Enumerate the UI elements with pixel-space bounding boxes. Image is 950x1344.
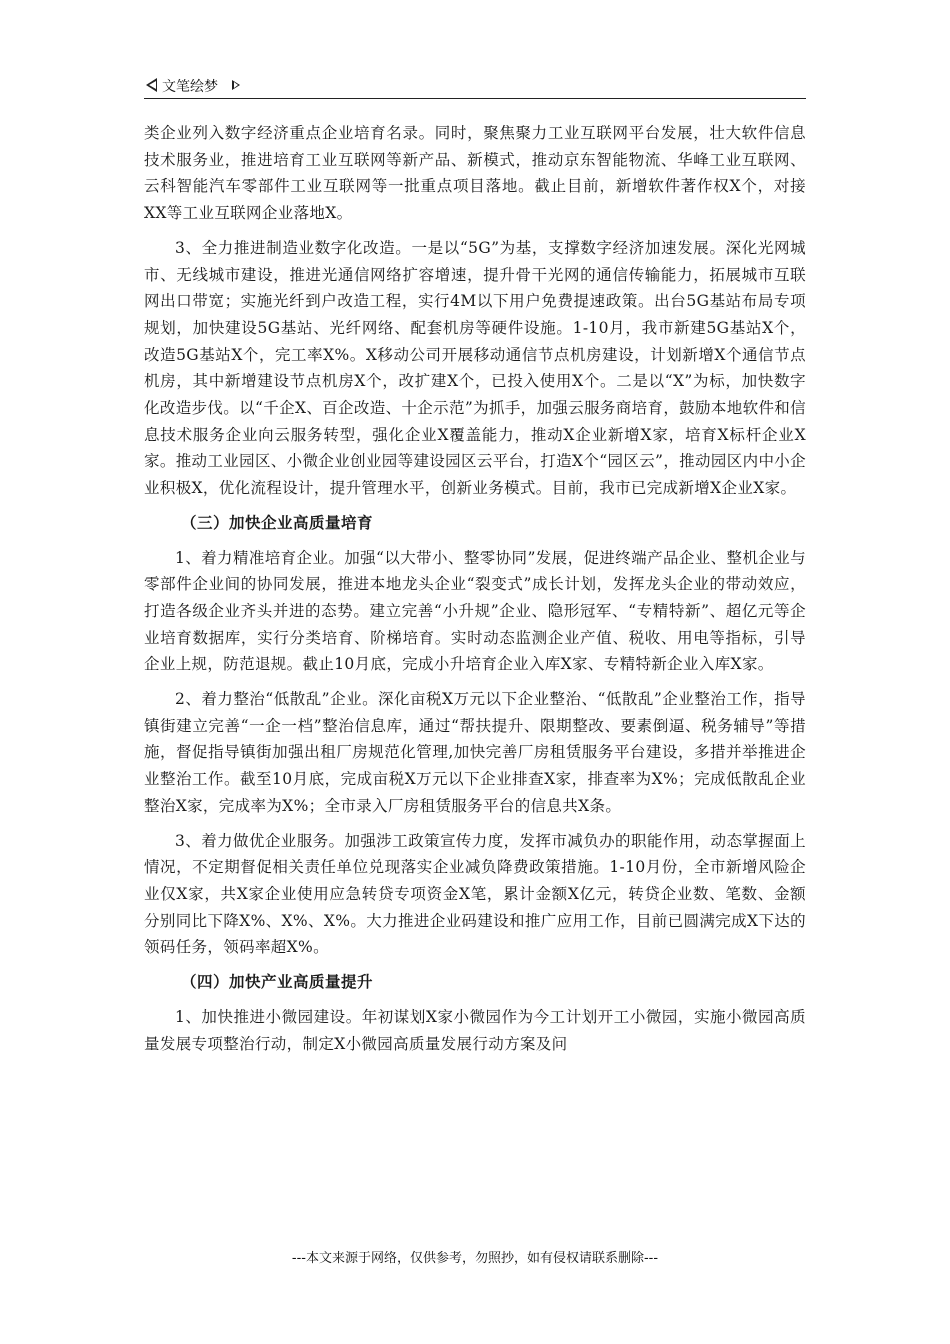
section-heading: （四）加快产业高质量提升 [181,973,374,992]
triangle-right-icon [232,80,240,90]
body-paragraph: 2、着力整治“低散乱”企业。深化亩税X万元以下企业整治、“低散乱”企业整治工作，指导镇街建立完善“一企一档”整治信息库，通过“帮扶提升、限期整改、要素倒逼、税务辅导”等措施，督促指导镇街加强出租厂房规范化管理,加快完善厂房租赁服务平台建设，多措并举推进企业整治工作。截至10月底，完成亩税X万元以下企业排查X家，排查率为X%；完成低散乱企业整治X家，完成率为X%；全市录入厂房租赁服务平台的信息共X条。 [144,690,806,815]
document-body [144,120,806,1065]
body-paragraph: 3、全力推进制造业数字化改造。一是以“5G”为基，支撑数字经济加速发展。深化光网城市、无线城市建设，推进光通信网络扩容增速，提升骨干光网的通信传输能力，拓展城市互联网出口带宽；实施光纤到户改造工程，实行4M以下用户免费提速政策。出台5G基站布局专项规划，加快建设5G基站、光纤网络、配套机房等硬件设施。1-10月，我市新建5G基站X个，改造5G基站X个，完工率X%。X移动公司开展移动通信节点机房建设，计划新增X个通信节点机房，其中新增建设节点机房X个，改扩建X个，已投入使用X个。二是以“X”为标，加快数字化改造步伐。以“千企X、百企改造、十企示范”为抓手，加强云服务商培育，鼓励本地软件和信息技术服务企业向云服务转型，强化企业X覆盖能力，推动X企业新增X家，培育X标杆企业X家。推动工业园区、小微企业创业园等建设园区云平台，打造X个“园区云”，推动园区内中小企业积极X，优化流程设计，提升管理水平，创新业务模式。目前，我市已完成新增X企业X家。 [144,238,806,498]
section-heading: （三）加快企业高质量培育 [181,513,374,532]
brand-title: 文笔绘梦 [162,79,218,95]
body-paragraph: 3、着力做优企业服务。加强涉工政策宣传力度，发挥市减负办的职能作用，动态掌握面上情况，不定期督促相关责任单位兑现落实企业减负降费政策措施。1-10月份，全市新增风险企业仅X家，共X家企业使用应急转贷专项资金X笔，累计金额X亿元，转贷企业数、笔数、金额分别同比下降X%、X%、X%。大力推进企业码建设和推广应用工作，目前已圆满完成X下达的领码任务，领码率超X%。 [144,831,806,957]
page-header [144,72,806,99]
triangle-left-icon [146,78,157,92]
body-paragraph: 1、着力精准培育企业。加强“以大带小、整零协同”发展，促进终端产品企业、整机企业与零部件企业间的协同发展，推进本地龙头企业“裂变式”成长计划，发挥龙头企业的带动效应，打造各级企业齐头并进的态势。建立完善“小升规”企业、隐形冠军、“专精特新”、超亿元等企业培育数据库，实行分类培育、阶梯培育。实时动态监测企业产值、税收、用电等指标，引导企业上规，防范退规。截止10月底，完成小升培育企业入库X家、专精特新企业入库X家。 [144,548,806,674]
footer-disclaimer: ---本文来源于网络，仅供参考，勿照抄，如有侵权请联系删除--- [291,1251,659,1266]
body-paragraph: 1、加快推进小微园建设。年初谋划X家小微园作为今工计划开工小微园，实施小微园高质量发展专项整治行动，制定X小微园高质量发展行动方案及问 [144,1007,806,1053]
body-paragraph: 类企业列入数字经济重点企业培育名录。同时，聚焦聚力工业互联网平台发展，壮大软件信息技术服务业，推进培育工业互联网等新产品、新模式，推动京东智能物流、华峰工业互联网、云科智能汽车零部件工业互联网等一批重点项目落地。截止目前，新增软件著作权X个，对接XX等工业互联网企业落地X。 [144,124,806,223]
